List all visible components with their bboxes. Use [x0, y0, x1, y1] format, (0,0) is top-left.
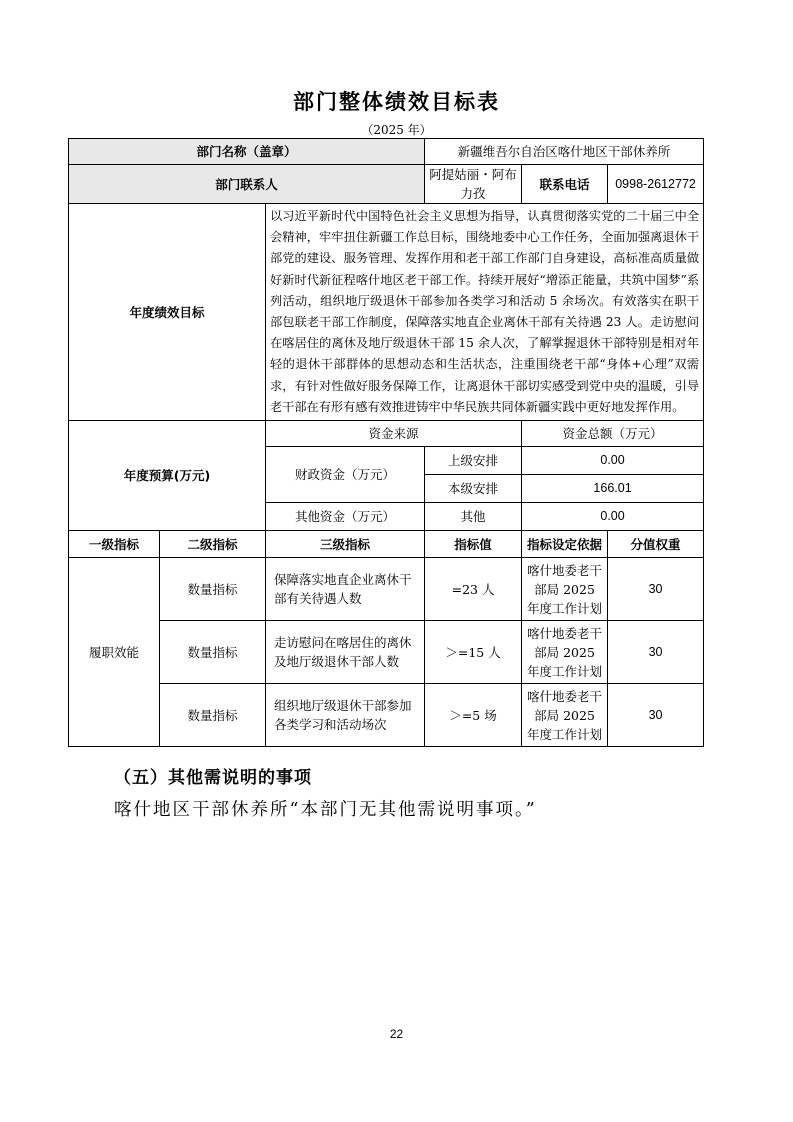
- table-row: [69, 684, 704, 747]
- local-arrangement-label: 本级安排: [425, 475, 522, 503]
- goal-label: 年度绩效目标: [69, 204, 266, 421]
- level3-indicator: 走访慰问在喀居住的离休及地厅级退休干部人数: [266, 621, 425, 684]
- level2-indicator: 数量指标: [160, 684, 266, 747]
- level1-indicator: 履职效能: [69, 558, 160, 747]
- header-weight: 分值权重: [608, 531, 704, 558]
- table-row: [69, 621, 704, 684]
- fund-source-header: 资金来源: [266, 421, 522, 447]
- header-value: 指标值: [425, 531, 522, 558]
- other-sub-label: 其他: [425, 503, 522, 531]
- indicator-value: ＞=15 人: [425, 621, 522, 684]
- phone-value: 0998-2612772: [608, 165, 704, 204]
- header-basis: 指标设定依据: [522, 531, 608, 558]
- level2-indicator: 数量指标: [160, 558, 266, 621]
- upper-arrangement-value: 0.00: [522, 447, 704, 475]
- goal-text: 以习近平新时代中国特色社会主义思想为指导，认真贯彻落实党的二十届三中全会精神，牢牢扭住新疆工作总目标，围绕地委中心工作任务，全面加强离退休干部党的建设、服务管理、发挥作用和老干部工作部门自身建设，高标准高质量做好新时代新征程喀什地区老干部工作。持续开展好“增添正能量，共筑中国梦”系列活动，组织地厅级退休干部参加各类学习和活动 5 余场次。有效落实在职干部包联老干部工作制度，保障落实地直企业离休干部有关待遇 23 人。走访慰问在喀居住的离休及地厅级退休干部 15 余人次，了解掌握退休干部特别是相对年轻的退休干部群体的思想动态和生活状态，注重围绕老干部“身体+心理”双需求，有针对性做好服务保障工作，让离退休干部切实感受到党中央的温暖，引导老干部在有形有感有效推进铸牢中华民族共同体新疆实践中更好地发挥作用。: [266, 204, 704, 421]
- fund-total-header: 资金总额（万元）: [522, 421, 704, 447]
- indicator-value: =23 人: [425, 558, 522, 621]
- performance-table: [68, 138, 704, 747]
- phone-label: 联系电话: [522, 165, 608, 204]
- table-row: [69, 204, 704, 421]
- indicator-weight: 30: [608, 684, 704, 747]
- year-label: （2025 年）: [361, 123, 432, 137]
- table-row: [69, 139, 704, 165]
- level3-indicator: 组织地厅级退休干部参加各类学习和活动场次: [266, 684, 425, 747]
- table-row: [69, 165, 704, 204]
- indicator-basis: 喀什地委老干部局 2025 年度工作计划: [522, 558, 608, 621]
- section-heading: （五）其他需说明的事项: [114, 768, 312, 788]
- page-title: 部门整体绩效目标表: [293, 90, 500, 114]
- dept-name-label: 部门名称（盖章）: [69, 139, 425, 165]
- contact-label: 部门联系人: [69, 165, 425, 204]
- level2-indicator: 数量指标: [160, 621, 266, 684]
- local-arrangement-value: 166.01: [522, 475, 704, 503]
- indicator-weight: 30: [608, 558, 704, 621]
- indicator-value: ＞=5 场: [425, 684, 522, 747]
- table-row: [69, 531, 704, 558]
- other-fund-value: 0.00: [522, 503, 704, 531]
- section-body: 喀什地区干部休养所“本部门无其他需说明事项。”: [114, 800, 537, 820]
- indicator-basis: 喀什地委老干部局 2025 年度工作计划: [522, 621, 608, 684]
- other-fund-label: 其他资金（万元）: [266, 503, 425, 531]
- dept-name-value: 新疆维吾尔自治区喀什地区干部休养所: [425, 139, 704, 165]
- budget-label: 年度预算(万元): [69, 421, 266, 531]
- level3-indicator: 保障落实地直企业离休干部有关待遇人数: [266, 558, 425, 621]
- header-level2: 二级指标: [160, 531, 266, 558]
- upper-arrangement-label: 上级安排: [425, 447, 522, 475]
- table-row: [69, 558, 704, 621]
- table-row: [69, 421, 704, 447]
- page-number: 22: [389, 1027, 404, 1041]
- header-level3: 三级指标: [266, 531, 425, 558]
- contact-value: 阿提姑丽・阿布力孜: [425, 165, 522, 204]
- indicator-basis: 喀什地委老干部局 2025 年度工作计划: [522, 684, 608, 747]
- indicator-weight: 30: [608, 621, 704, 684]
- header-level1: 一级指标: [69, 531, 160, 558]
- fiscal-fund-label: 财政资金（万元）: [266, 447, 425, 503]
